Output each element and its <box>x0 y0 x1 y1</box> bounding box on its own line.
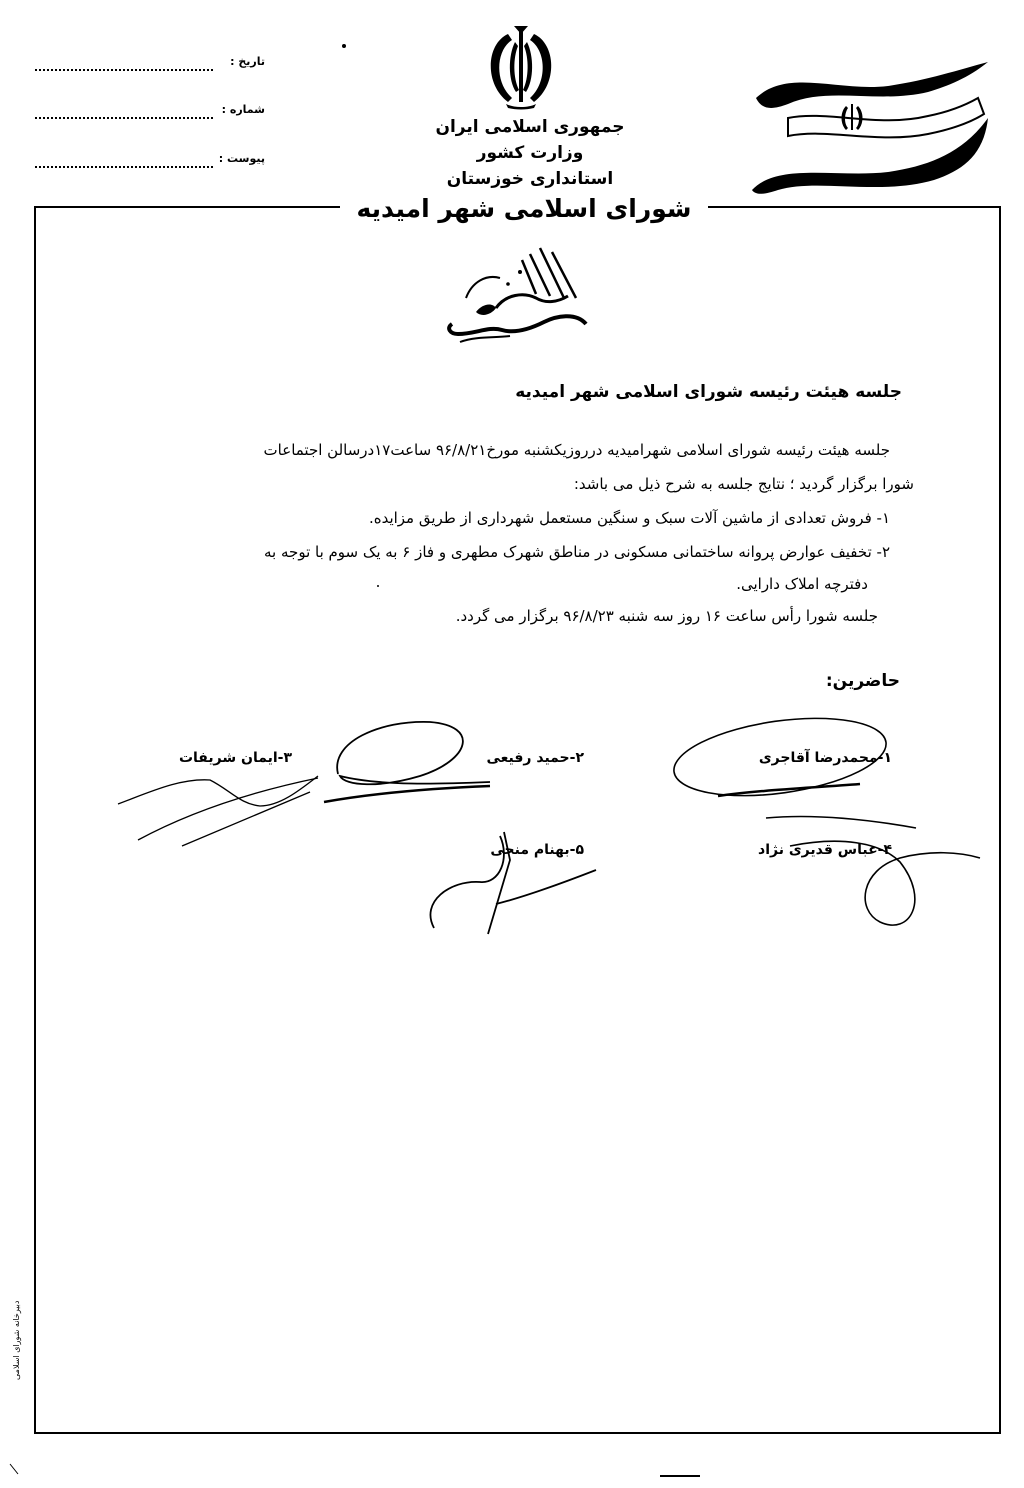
attendee-2-name: ۲-حمید رفیعی <box>486 750 584 766</box>
basmala-calligraphy <box>436 238 596 344</box>
attendee-3-name: ۳-ایمان شریفات <box>178 750 292 766</box>
iran-emblem-icon <box>478 22 564 110</box>
council-title: شورای اسلامی شهر امیدیه <box>340 192 708 226</box>
attachment-label: پیوست : <box>218 152 265 165</box>
attendees-label: حاضرین: <box>825 671 900 691</box>
header-governorate: استانداری خوزستان <box>446 169 614 189</box>
number-label: شماره : <box>221 103 265 116</box>
attendee-1-name: ۱-محمدرضا آقاجری <box>758 750 892 766</box>
date-dotted-line <box>35 69 213 71</box>
number-field <box>35 103 265 123</box>
number-dotted-line <box>35 117 213 119</box>
attendee-5-name: ۵-بهنام منجی <box>490 842 584 858</box>
agenda-item-2-line-1: ۲- تخفیف عوارض پروانه ساختمانی مسکونی در مناطق شهرک مطهری و فاز ۶ به یک سوم با توجه به <box>264 543 890 561</box>
header-ministry: وزارت کشور <box>476 143 584 163</box>
header-republic: جمهوری اسلامی ایران <box>435 117 625 137</box>
paragraph-line-1: جلسه هیئت رئیسه شورای اسلامی شهرامیدیه درروزیکشنبه مورخ۹۶/۸/۲۱ ساعت۱۷درسالن اجتماعات <box>263 441 890 459</box>
flag-icon <box>748 58 994 198</box>
paragraph-line-2: شورا برگزار گردید ؛ نتایج جلسه به شرح ذیل می باشد: <box>573 475 914 493</box>
agenda-item-2-line-2: دفترچه املاک دارایی. <box>736 575 868 593</box>
session-heading: جلسه هیئت رئیسه شورای اسلامی شهر امیدیه <box>515 382 902 402</box>
date-label: تاریخ : <box>230 55 265 68</box>
date-field <box>35 55 265 75</box>
next-session-note: جلسه شورا رأس ساعت ۱۶ روز سه شنبه ۹۶/۸/۲۳ برگزار می گردد. <box>455 607 878 625</box>
agenda-item-1: ۱- فروش تعدادی از ماشین آلات سبک و سنگین مستعمل شهرداری از طریق مزایده. <box>368 509 890 527</box>
attachment-field <box>35 152 265 172</box>
attendee-4-name: ۴-عباس قدیری نژاد <box>758 842 892 858</box>
attachment-dotted-line <box>35 166 213 168</box>
side-stamp-note: دبیرخانه شورای اسلامی <box>12 1300 21 1380</box>
